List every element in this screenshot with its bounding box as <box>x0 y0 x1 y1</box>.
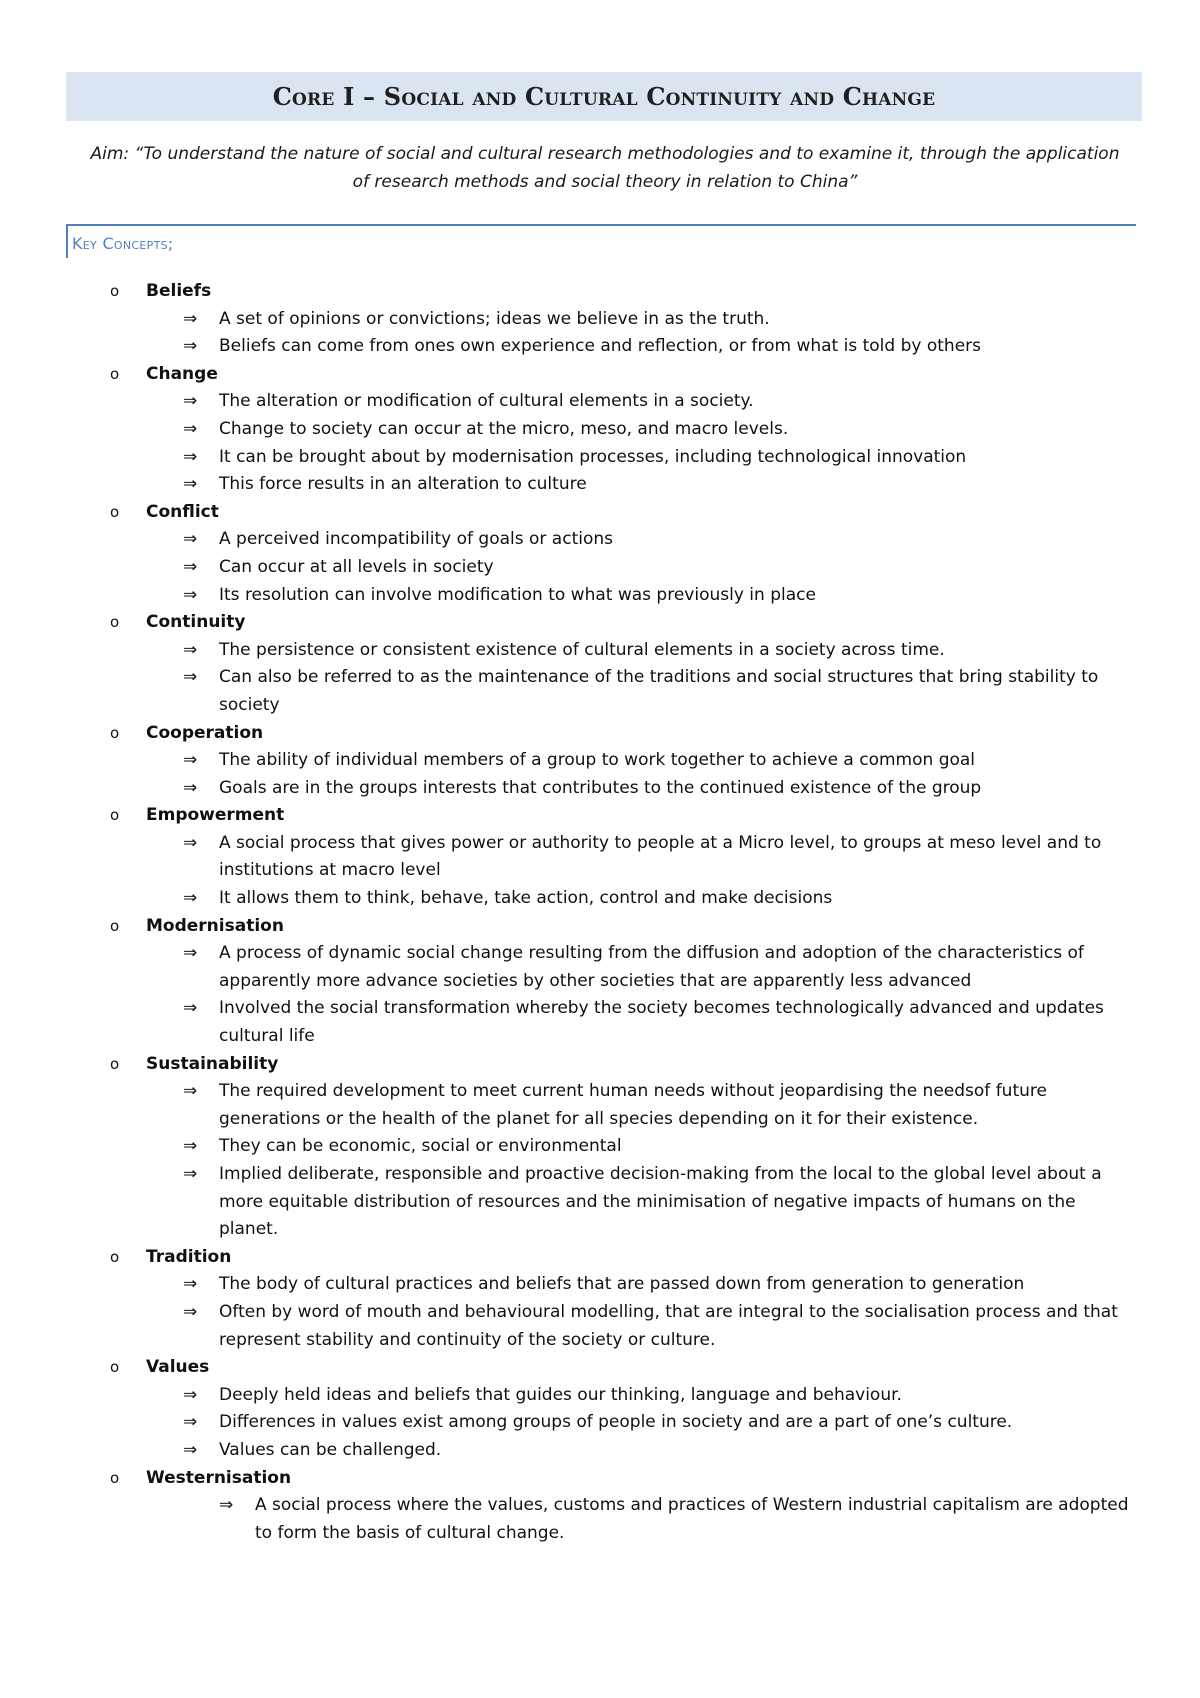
concept-point-text: Can also be referred to as the maintenance of the traditions and social structures that bring stability to society <box>219 667 1099 715</box>
concept-point-text: Beliefs can come from ones own experience and reflection, or from what is told by others <box>219 336 981 357</box>
concept-points <box>0 1382 1200 1465</box>
concept-points <box>0 830 1200 913</box>
arrow-icon: ⇒ <box>183 584 198 605</box>
concept-term: Sustainability <box>146 1053 279 1074</box>
concept-points <box>0 637 1200 720</box>
concept-point-text: A perceived incompatibility of goals or actions <box>219 529 613 550</box>
concept-point <box>0 1409 1200 1437</box>
arrow-icon: ⇒ <box>183 336 198 357</box>
arrow-icon: ⇒ <box>219 1495 234 1516</box>
concept-item <box>0 361 1200 499</box>
concept-header <box>0 278 1200 306</box>
arrow-icon: ⇒ <box>183 998 198 1019</box>
concept-points <box>0 306 1200 361</box>
concept-point-text: The ability of individual members of a group to work together to achieve a common goal <box>219 750 976 771</box>
concept-points <box>0 388 1200 498</box>
concept-point <box>0 664 1200 719</box>
concept-point-text: Implied deliberate, responsible and proactive decision-making from the local to the global level about a more equitable distribution of resources and the minimisation of negative impacts of humans on the planet. <box>219 1164 1102 1240</box>
concept-point <box>0 306 1200 334</box>
section-divider <box>66 224 1136 226</box>
concept-point <box>0 582 1200 610</box>
bullet-icon: o <box>110 613 120 632</box>
concept-point <box>0 830 1200 885</box>
aim-statement: Aim: “To understand the nature of social and cultural research methodologies and to examine it, through the application of research methods and social theory in relation to China” <box>90 144 1120 192</box>
concept-points <box>0 747 1200 802</box>
concept-point <box>0 885 1200 913</box>
arrow-icon: ⇒ <box>183 556 198 577</box>
page-title: Core I – Social and Cultural Continuity and Change <box>272 82 936 111</box>
concept-point-text: Differences in values exist among groups of people in society and are a part of one’s culture. <box>219 1412 1013 1433</box>
concept-point <box>0 775 1200 803</box>
concept-header <box>0 1465 1200 1493</box>
concept-term: Cooperation <box>146 722 264 743</box>
bullet-icon: o <box>110 1054 120 1073</box>
concept-point-text: The body of cultural practices and beliefs that are passed down from generation to generation <box>219 1274 1025 1295</box>
concept-term: Modernisation <box>146 915 284 936</box>
concept-point <box>0 1161 1200 1244</box>
bullet-icon: o <box>110 916 120 935</box>
arrow-icon: ⇒ <box>183 529 198 550</box>
bullet-icon: o <box>110 282 120 300</box>
bullet-icon: o <box>110 723 120 742</box>
concept-point <box>0 1437 1200 1465</box>
concept-point-text: Can occur at all levels in society <box>219 556 494 577</box>
concept-term: Westernisation <box>146 1467 292 1488</box>
arrow-icon: ⇒ <box>183 750 198 771</box>
concept-term: Conflict <box>146 501 219 522</box>
concept-header <box>0 913 1200 941</box>
arrow-icon: ⇒ <box>183 1164 198 1184</box>
arrow-icon: ⇒ <box>183 1412 198 1433</box>
concept-point-text: The required development to meet current human needs without jeopardising the needsof future generations or the health of the planet for all species depending on it for their existence. <box>219 1081 1047 1129</box>
concept-header <box>0 361 1200 389</box>
bullet-icon: o <box>110 806 120 825</box>
concept-points <box>0 526 1200 609</box>
arrow-icon: ⇒ <box>183 667 198 688</box>
concept-item <box>0 720 1200 803</box>
concept-point-text: A social process where the values, customs and practices of Western industrial capitalism are adopted to form the basis of cultural change. <box>255 1495 1129 1543</box>
concept-point <box>0 1133 1200 1161</box>
key-concepts-list <box>0 278 1200 1547</box>
bullet-icon: o <box>110 364 120 383</box>
arrow-icon: ⇒ <box>183 943 198 964</box>
concept-point-text: It can be brought about by modernisation processes, including technological innovation <box>219 446 967 467</box>
concept-item <box>0 499 1200 609</box>
concept-point-text: This force results in an alteration to culture <box>219 474 587 495</box>
title-banner <box>66 72 1142 121</box>
concept-point <box>0 1299 1200 1354</box>
concept-point-text: Involved the social transformation whereby the society becomes technologically advanced and updates cultural life <box>219 998 1104 1047</box>
section-heading: Key Concepts; <box>72 234 174 253</box>
concept-item <box>0 1354 1200 1464</box>
concept-point <box>0 747 1200 775</box>
concept-point-text: A set of opinions or convictions; ideas we believe in as the truth. <box>219 308 770 329</box>
concept-item <box>0 1244 1200 1354</box>
section-divider-edge <box>66 224 68 258</box>
concept-point-text: Deeply held ideas and beliefs that guides our thinking, language and behaviour. <box>219 1384 902 1405</box>
concept-point-text: Change to society can occur at the micro, meso, and macro levels. <box>219 418 789 439</box>
concept-item <box>0 802 1200 912</box>
concept-header <box>0 1354 1200 1382</box>
concept-term: Continuity <box>146 612 246 633</box>
concept-term: Values <box>146 1357 210 1378</box>
concept-item <box>0 609 1200 719</box>
concept-point-text: A process of dynamic social change resulting from the diffusion and adoption of the characteristics of apparently more advance societies by other societies that are apparently less advanced <box>219 943 1084 991</box>
concept-point-text: It allows them to think, behave, take action, control and make decisions <box>219 888 833 909</box>
concept-point <box>0 526 1200 554</box>
concept-point <box>0 995 1200 1050</box>
concept-item <box>0 1465 1200 1548</box>
concept-point <box>0 416 1200 444</box>
arrow-icon: ⇒ <box>183 308 198 329</box>
concept-points <box>0 940 1200 1050</box>
arrow-icon: ⇒ <box>183 1081 198 1102</box>
concept-point <box>0 1492 1200 1547</box>
concept-point-text: Its resolution can involve modification to what was previously in place <box>219 584 816 605</box>
concept-points <box>0 1271 1200 1354</box>
arrow-icon: ⇒ <box>183 474 198 495</box>
arrow-icon: ⇒ <box>183 888 198 909</box>
concept-term: Empowerment <box>146 805 285 826</box>
concept-points <box>0 1492 1200 1547</box>
concept-item <box>0 913 1200 1051</box>
concept-point <box>0 1382 1200 1410</box>
bullet-icon: o <box>110 1247 120 1266</box>
arrow-icon: ⇒ <box>183 777 198 798</box>
bullet-icon: o <box>110 1358 120 1377</box>
concept-point-text: Often by word of mouth and behavioural modelling, that are integral to the socialisation process and that represent stability and continuity of the society or culture. <box>219 1301 1118 1350</box>
arrow-icon: ⇒ <box>183 1384 198 1405</box>
concept-term: Tradition <box>146 1246 232 1267</box>
concept-point-text: Goals are in the groups interests that contributes to the continued existence of the group <box>219 777 982 798</box>
concept-point <box>0 471 1200 499</box>
concept-point-text: Values can be challenged. <box>219 1439 442 1460</box>
arrow-icon: ⇒ <box>183 418 198 439</box>
concept-point <box>0 1078 1200 1133</box>
arrow-icon: ⇒ <box>183 1136 198 1157</box>
concept-point <box>0 388 1200 416</box>
concept-header <box>0 1051 1200 1079</box>
concept-point-text: They can be economic, social or environmental <box>219 1136 622 1157</box>
concept-item <box>0 1051 1200 1244</box>
arrow-icon: ⇒ <box>183 391 198 412</box>
concept-points <box>0 1078 1200 1244</box>
concept-header <box>0 1244 1200 1272</box>
arrow-icon: ⇒ <box>183 1301 198 1322</box>
concept-point <box>0 637 1200 665</box>
arrow-icon: ⇒ <box>183 1439 198 1460</box>
concept-point <box>0 940 1200 995</box>
bullet-icon: o <box>110 1468 120 1487</box>
concept-header <box>0 609 1200 637</box>
concept-point <box>0 444 1200 472</box>
arrow-icon: ⇒ <box>183 446 198 467</box>
concept-point <box>0 333 1200 361</box>
arrow-icon: ⇒ <box>183 1274 198 1295</box>
bullet-icon: o <box>110 502 120 521</box>
arrow-icon: ⇒ <box>183 832 198 853</box>
concept-term: Beliefs <box>146 281 212 301</box>
concept-item <box>0 278 1200 361</box>
concept-header <box>0 802 1200 830</box>
arrow-icon: ⇒ <box>183 639 198 660</box>
concept-header <box>0 499 1200 527</box>
concept-header <box>0 720 1200 748</box>
concept-point <box>0 1271 1200 1299</box>
concept-point-text: The persistence or consistent existence of cultural elements in a society across time. <box>219 639 945 660</box>
concept-point-text: The alteration or modification of cultural elements in a society. <box>219 391 754 412</box>
concept-point <box>0 554 1200 582</box>
concept-term: Change <box>146 363 218 384</box>
concept-point-text: A social process that gives power or authority to people at a Micro level, to groups at meso level and to institutions at macro level <box>219 832 1102 881</box>
